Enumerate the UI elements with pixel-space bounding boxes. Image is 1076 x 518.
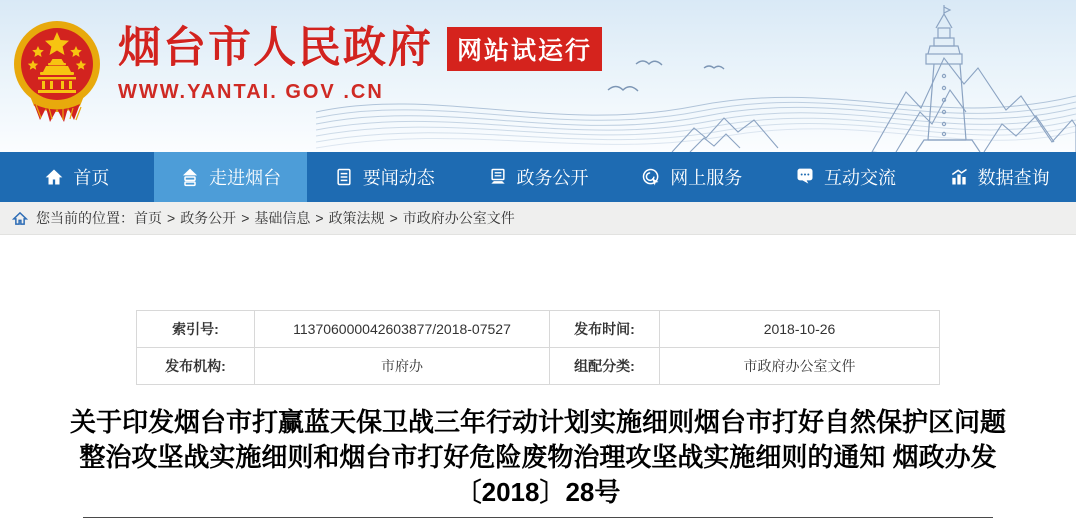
nav-label: 走进烟台 bbox=[209, 168, 282, 188]
breadcrumb-separator: > bbox=[167, 210, 176, 226]
chat-icon bbox=[795, 167, 815, 187]
meta-label-index: 索引号: bbox=[137, 311, 255, 348]
breadcrumb-item-policy[interactable]: 政策法规 bbox=[328, 210, 385, 226]
document-title-line-1: 关于印发烟台市打赢蓝天保卫战三年行动计划实施细则烟台市打好自然保护区问题 bbox=[69, 407, 1006, 437]
breadcrumb-home-icon bbox=[12, 211, 28, 226]
meta-value-index: 113706000042603877/2018-07527 bbox=[255, 311, 550, 348]
nav-label: 首页 bbox=[73, 168, 110, 188]
document-title-line-3: 〔2018〕28号 bbox=[455, 477, 621, 507]
site-header bbox=[0, 0, 1076, 152]
trial-operation-badge: 网站试运行 bbox=[447, 27, 602, 71]
gov-open-icon bbox=[488, 167, 508, 187]
breadcrumb-item-basic-info[interactable]: 基础信息 bbox=[254, 210, 311, 226]
brand-block bbox=[118, 24, 602, 104]
lighthouse bbox=[916, 5, 980, 152]
breadcrumb-item-office-docs[interactable]: 市政府办公室文件 bbox=[402, 210, 515, 226]
document-title-line-2: 整治攻坚战实施细则和烟台市打好危险废物治理攻坚战实施细则的通知 烟政办发 bbox=[79, 442, 997, 472]
nav-label: 政务公开 bbox=[516, 168, 589, 188]
meta-value-category: 市政府办公室文件 bbox=[660, 348, 940, 385]
nav-label: 数据查询 bbox=[977, 168, 1050, 188]
home-icon bbox=[44, 167, 64, 187]
nav-item-data-query[interactable] bbox=[922, 152, 1076, 202]
document-meta-table bbox=[136, 310, 940, 385]
table-row bbox=[137, 348, 940, 385]
online-service-icon bbox=[641, 167, 661, 187]
meta-label-category: 组配分类: bbox=[550, 348, 660, 385]
breadcrumb-item-gov-open[interactable]: 政务公开 bbox=[180, 210, 237, 226]
meta-value-agency: 市府办 bbox=[255, 348, 550, 385]
nav-item-news[interactable] bbox=[307, 152, 461, 202]
main-nav bbox=[0, 152, 1076, 202]
meta-value-publish-date: 2018-10-26 bbox=[660, 311, 940, 348]
breadcrumb-item-home[interactable]: 首页 bbox=[134, 210, 162, 226]
document-page bbox=[0, 310, 1076, 518]
meta-label-agency: 发布机构: bbox=[137, 348, 255, 385]
document-title bbox=[58, 405, 1018, 510]
nav-item-interaction[interactable] bbox=[769, 152, 923, 202]
breadcrumb-label: 您当前的位置： bbox=[36, 210, 134, 226]
nav-item-gov-open[interactable] bbox=[461, 152, 615, 202]
breadcrumb-separator: > bbox=[241, 210, 250, 226]
gate-icon bbox=[180, 167, 200, 187]
meta-label-publish-date: 发布时间: bbox=[550, 311, 660, 348]
table-row bbox=[137, 311, 940, 348]
news-icon bbox=[334, 167, 354, 187]
nav-item-into-yantai[interactable] bbox=[154, 152, 308, 202]
site-url: WWW.YANTAI. GOV .CN bbox=[118, 81, 384, 104]
data-chart-icon bbox=[949, 167, 969, 187]
seagulls bbox=[608, 61, 724, 91]
nav-label: 互动交流 bbox=[823, 168, 896, 188]
nav-label: 要闻动态 bbox=[362, 168, 435, 188]
rocks bbox=[672, 58, 1076, 152]
nav-item-online-service[interactable] bbox=[615, 152, 769, 202]
nav-label: 网上服务 bbox=[670, 168, 743, 188]
breadcrumb bbox=[0, 202, 1076, 235]
site-title: 烟台市人民政府 bbox=[118, 24, 433, 72]
national-emblem-logo bbox=[12, 16, 102, 128]
breadcrumb-separator: > bbox=[315, 210, 324, 226]
nav-item-home[interactable] bbox=[0, 152, 154, 202]
breadcrumb-separator: > bbox=[389, 210, 398, 226]
